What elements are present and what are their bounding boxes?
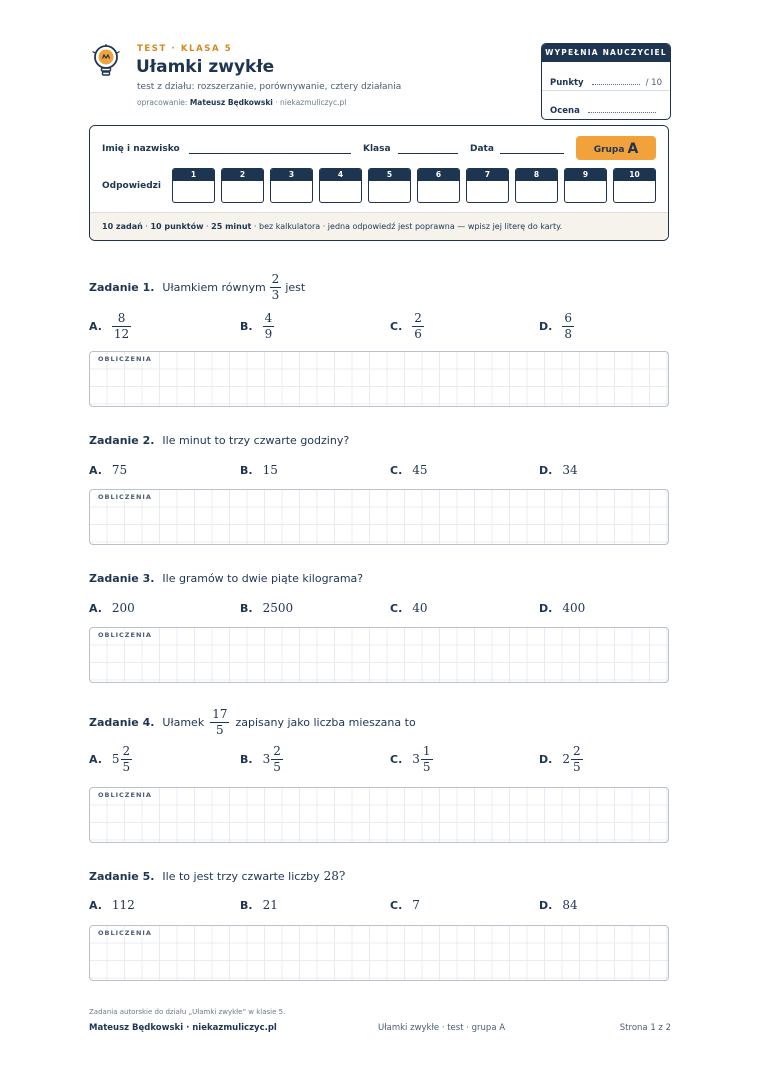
teacher-points-row [550, 70, 662, 88]
answer-box-3[interactable] [270, 168, 313, 203]
fraction-numerator: 2 [271, 271, 280, 286]
teacher-divider [542, 90, 670, 91]
answer-box-number: 7 [467, 169, 508, 181]
task-question [89, 268, 305, 306]
calculation-area[interactable] [89, 351, 669, 407]
teacher-box [541, 43, 671, 120]
fraction-denominator: 6 [414, 326, 422, 341]
option-letter: C. [390, 752, 403, 766]
grade-label: Ocena [550, 106, 580, 116]
task-text: Ile minut to trzy czwarte godziny? [162, 433, 350, 447]
calculation-label: OBLICZENIA [98, 929, 152, 937]
option-value: 112 [111, 898, 135, 912]
option-c[interactable] [390, 308, 424, 344]
option-b[interactable] [240, 308, 274, 344]
fraction-denominator: 5 [273, 759, 281, 774]
option-letter: A. [89, 752, 102, 766]
option-a[interactable] [89, 741, 132, 777]
option-mixed-number [412, 744, 432, 775]
fraction-denominator: 5 [572, 759, 581, 774]
fraction-denominator: 5 [122, 759, 131, 774]
info-rules: · bez kalkulatora · jedna odpowiedź jest poprawna — wpisz jej literę do karty. [251, 222, 563, 231]
info-points: 10 punktów [150, 222, 204, 231]
option-d[interactable] [539, 308, 574, 344]
option-value: 21 [262, 898, 278, 912]
option-b[interactable] [240, 460, 278, 480]
option-letter: A. [89, 463, 102, 477]
name-label: Imię i nazwisko [102, 144, 180, 154]
answer-box-1[interactable] [172, 168, 215, 203]
option-letter: D. [539, 463, 553, 477]
task-text: Ile gramów to dwie piąte kilograma? [162, 571, 364, 585]
option-value: 40 [412, 601, 428, 615]
fraction-denominator: 5 [422, 759, 431, 774]
answer-box-7[interactable] [466, 168, 509, 203]
answer-box-number: 2 [222, 169, 263, 181]
option-value: 400 [562, 601, 586, 615]
option-letter: D. [539, 319, 553, 333]
option-letter: B. [240, 601, 253, 615]
group-badge [576, 136, 656, 160]
info-time: 25 minut [211, 222, 252, 231]
option-letter: B. [240, 319, 253, 333]
date-label: Data [470, 144, 494, 154]
option-value: 7 [412, 898, 420, 912]
name-field[interactable] [189, 153, 351, 154]
page-title: Ułamki zwykłe [136, 57, 275, 77]
fraction-numerator: 6 [564, 310, 572, 325]
answer-box-9[interactable] [564, 168, 607, 203]
option-c[interactable] [390, 598, 428, 618]
option-value: 75 [111, 463, 128, 477]
fraction-numerator: 1 [422, 743, 431, 758]
grade-field[interactable] [588, 112, 656, 113]
option-mixed-number [263, 744, 283, 775]
page-subtitle: test z działu: rozszerzanie, porównywanie, cztery działania [137, 82, 402, 92]
option-b[interactable] [240, 895, 278, 915]
option-a[interactable] [89, 460, 127, 480]
option-c[interactable] [390, 741, 433, 777]
answer-box-number: 6 [418, 169, 459, 181]
task-label: Zadanie 5. [89, 869, 155, 883]
fraction-denominator: 3 [271, 287, 280, 302]
task-text: Ułamek [162, 715, 205, 729]
option-fraction [412, 311, 424, 342]
option-letter: C. [390, 319, 403, 333]
task-2 [89, 430, 669, 546]
class-label: Klasa [363, 144, 391, 154]
calculation-label: OBLICZENIA [98, 791, 152, 799]
answers-label: Odpowiedzi [102, 181, 161, 191]
points-field[interactable] [592, 84, 640, 85]
class-field[interactable] [398, 153, 458, 154]
calculation-area[interactable] [89, 627, 669, 683]
option-a[interactable] [89, 598, 135, 618]
answer-box-number: 4 [320, 169, 361, 181]
info-tasks: 10 zadań [102, 222, 143, 231]
lightbulb-logo-icon [92, 44, 120, 80]
option-fraction [571, 744, 583, 775]
fraction-denominator: 5 [216, 722, 224, 737]
test-eyebrow: TEST · KLASA 5 [137, 44, 233, 54]
task-3 [89, 568, 669, 684]
answer-box-number: 9 [565, 169, 606, 181]
points-label: Punkty [550, 78, 584, 88]
mixed-whole: 3 [412, 752, 420, 766]
fraction-numerator: 4 [264, 310, 273, 325]
date-field[interactable] [500, 153, 564, 154]
option-fraction [263, 311, 275, 342]
option-letter: C. [390, 601, 403, 615]
page-number: Strona 1 z 2 [619, 1023, 671, 1033]
option-fraction [271, 744, 283, 775]
option-d[interactable] [539, 598, 585, 618]
answer-box-number: 10 [614, 169, 655, 181]
task-question [89, 703, 416, 741]
teacher-box-title: WYPEŁNIA NAUCZYCIEL [542, 44, 670, 62]
calculation-label: OBLICZENIA [98, 631, 152, 639]
option-c[interactable] [390, 460, 428, 480]
task-1 [89, 268, 669, 408]
calculation-area[interactable] [89, 489, 669, 545]
task-text: zapisany jako liczba mieszana to [235, 715, 416, 729]
answer-box-number: 1 [173, 169, 214, 181]
fraction-denominator: 9 [264, 326, 273, 341]
fraction-numerator: 2 [122, 743, 131, 758]
fraction-denominator: 12 [113, 326, 130, 341]
mixed-whole: 2 [562, 752, 570, 766]
task-label: Zadanie 4. [89, 715, 155, 729]
task-question [89, 430, 349, 450]
task-fraction [210, 707, 229, 738]
task-number: 28? [323, 869, 346, 883]
task-label: Zadanie 2. [89, 433, 155, 447]
credits-prefix: opracowanie: [137, 98, 190, 107]
student-card [89, 125, 669, 241]
fraction-numerator: 8 [117, 310, 126, 325]
info-sep: · [142, 222, 151, 231]
task-text: Ułamkiem równym [162, 280, 266, 294]
option-value: 45 [412, 463, 428, 477]
group-letter: A [627, 141, 639, 157]
credits-site: · niekazmuliczyc.pl [272, 98, 347, 107]
fraction-numerator: 2 [414, 310, 422, 325]
mixed-whole: 3 [262, 752, 271, 766]
fraction-denominator: 8 [564, 326, 572, 341]
footer-note: Zadania autorskie do działu „Ułamki zwykłe” w klasie 5. [89, 1008, 286, 1016]
option-a[interactable] [89, 308, 131, 344]
option-fraction [562, 311, 574, 342]
option-d[interactable] [539, 460, 578, 480]
calculation-area[interactable] [89, 925, 669, 981]
task-fraction [270, 272, 282, 303]
footer-author: Mateusz Będkowski · niekazmuliczyc.pl [89, 1023, 277, 1033]
fraction-numerator: 2 [572, 743, 581, 758]
answer-box-number: 8 [516, 169, 557, 181]
test-info-bar [90, 212, 668, 240]
option-mixed-number [562, 744, 582, 775]
calculation-area[interactable] [89, 787, 669, 843]
option-fraction [112, 311, 131, 342]
task-question [89, 866, 345, 886]
author-name: Mateusz Będkowski [189, 98, 273, 107]
option-c[interactable] [390, 895, 420, 915]
option-letter: B. [240, 752, 253, 766]
answer-box-4[interactable] [319, 168, 362, 203]
option-d[interactable] [539, 895, 578, 915]
option-letter: D. [539, 898, 553, 912]
credits [137, 98, 346, 107]
option-value: 15 [262, 463, 278, 477]
task-4 [89, 703, 669, 843]
answer-box-8[interactable] [515, 168, 558, 203]
option-value: 34 [562, 463, 578, 477]
option-a[interactable] [89, 895, 135, 915]
task-text: Ile to jest trzy czwarte liczby [162, 869, 320, 883]
option-b[interactable] [240, 598, 293, 618]
option-letter: A. [89, 601, 102, 615]
mixed-whole: 5 [111, 752, 120, 766]
answer-box-10[interactable] [613, 168, 656, 203]
option-value: 2500 [262, 601, 294, 615]
option-value: 84 [562, 898, 578, 912]
option-letter: C. [390, 898, 403, 912]
task-label: Zadanie 1. [89, 280, 155, 294]
task-5 [89, 866, 669, 982]
task-text: jest [285, 280, 306, 294]
answer-box-6[interactable] [417, 168, 460, 203]
answer-box-number: 5 [369, 169, 410, 181]
calculation-label: OBLICZENIA [98, 493, 152, 501]
option-fraction [421, 744, 433, 775]
option-letter: A. [89, 898, 102, 912]
footer-title: Ułamki zwykłe · test · grupa A [378, 1023, 506, 1033]
teacher-grade-row [550, 98, 662, 116]
student-card-top [90, 126, 668, 212]
option-letter: A. [89, 319, 102, 333]
option-value: 200 [111, 601, 135, 615]
option-letter: B. [240, 463, 253, 477]
task-question [89, 568, 363, 588]
option-letter: D. [539, 601, 553, 615]
option-letter: D. [539, 752, 553, 766]
answer-box-2[interactable] [221, 168, 264, 203]
fraction-numerator: 17 [212, 706, 228, 721]
calculation-label: OBLICZENIA [98, 355, 152, 363]
info-sep: · [203, 222, 212, 231]
option-mixed-number [112, 744, 132, 775]
task-label: Zadanie 3. [89, 571, 155, 585]
option-fraction [121, 744, 133, 775]
option-letter: C. [390, 463, 403, 477]
points-max: / 10 [645, 78, 662, 88]
answer-box-number: 3 [271, 169, 312, 181]
option-letter: B. [240, 898, 253, 912]
answer-box-5[interactable] [368, 168, 411, 203]
option-b[interactable] [240, 741, 283, 777]
fraction-numerator: 2 [273, 743, 281, 758]
group-label: Grupa [593, 145, 625, 155]
option-d[interactable] [539, 741, 583, 777]
